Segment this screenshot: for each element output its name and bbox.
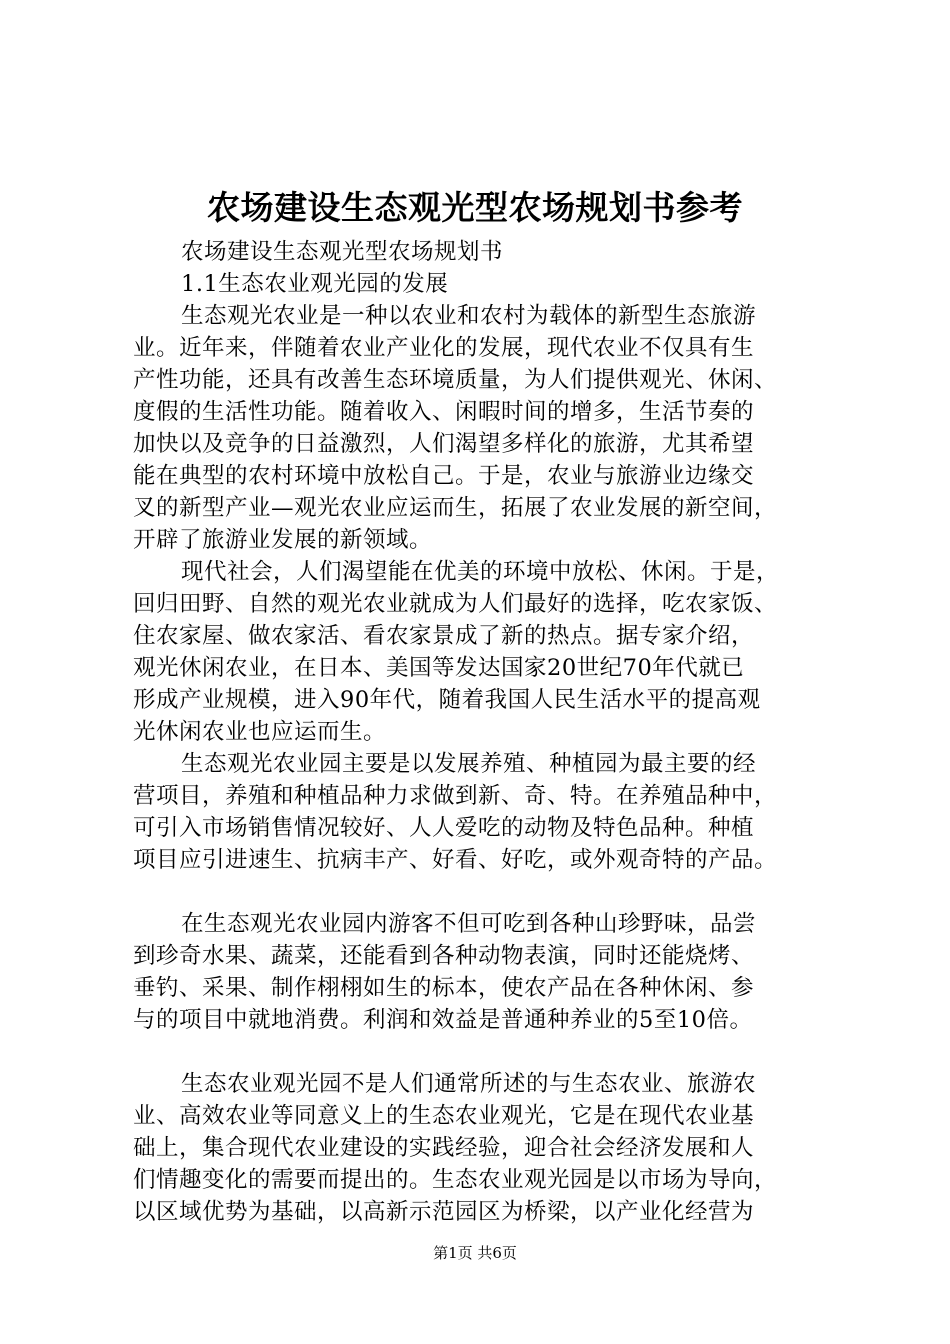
text-line: 生态农业观光园不是人们通常所述的与生态农业、旅游农: [181, 1071, 757, 1097]
text-line: 到珍奇水果、蔬菜，还能看到各种动物表演，同时还能烧烤、: [133, 943, 755, 969]
text-line: 开辟了旅游业发展的新领域。: [133, 527, 433, 553]
text-line: 营项目，养殖和种植品种力求做到新、奇、特。在养殖品种中，: [133, 783, 778, 809]
text-line: 光休闲农业也应运而生。: [133, 719, 387, 745]
paragraph-3: [133, 748, 853, 876]
text-line: 度假的生活性功能。随着收入、闲暇时间的增多，生活节奏的: [133, 399, 755, 425]
text-line: 观光休闲农业，在日本、美国等发达国家20世纪70年代就已: [133, 655, 745, 681]
paragraph-5: [133, 1068, 853, 1228]
paragraph-4: [133, 908, 853, 1036]
text-line: 础上，集合现代农业建设的实践经验，迎合社会经济发展和人: [133, 1135, 755, 1161]
text-line: 生态观光农业是一种以农业和农村为载体的新型生态旅游: [181, 303, 757, 329]
text-line: 住农家屋、做农家活、看农家景成了新的热点。据专家介绍，: [133, 623, 755, 649]
paragraph-2: [133, 556, 853, 748]
paragraph-gap: [133, 876, 853, 908]
text-line: 叉的新型产业—观光农业应运而生，拓展了农业发展的新空间，: [133, 495, 778, 521]
text-line: 业、高效农业等同意义上的生态农业观光，它是在现代农业基: [133, 1103, 755, 1129]
text-line: 以区域优势为基础，以高新示范园区为桥梁，以产业化经营为: [133, 1199, 755, 1225]
text-line: 形成产业规模，进入90年代，随着我国人民生活水平的提高观: [133, 687, 761, 713]
paragraph-gap: [133, 1036, 853, 1068]
text-line: 可引入市场销售情况较好、人人爱吃的动物及特色品种。种植: [133, 815, 755, 841]
paragraph-1: [133, 300, 853, 556]
text-line: 回归田野、自然的观光农业就成为人们最好的选择，吃农家饭、: [133, 591, 778, 617]
text-line: 业。近年来，伴随着农业产业化的发展，现代农业不仅具有生: [133, 335, 755, 361]
document-body: [133, 236, 853, 1228]
text-line: 与的项目中就地消费。利润和效益是普通种养业的5至10倍。: [133, 1007, 753, 1033]
text-line: 在生态观光农业园内游客不但可吃到各种山珍野味，品尝: [181, 911, 757, 937]
text-line: 加快以及竞争的日益激烈，人们渴望多样化的旅游，尤其希望: [133, 431, 755, 457]
page-footer: 第1页 共6页: [433, 1244, 517, 1262]
text-line: 们情趣变化的需要而提出的。生态农业观光园是以市场为导向，: [133, 1167, 778, 1193]
text-line: 项目应引进速生、抗病丰产、好看、好吃，或外观奇特的产品。: [133, 847, 778, 873]
document-title: 农场建设生态观光型农场规划书参考: [207, 188, 743, 227]
text-line: 能在典型的农村环境中放松自己。于是，农业与旅游业边缘交: [133, 463, 755, 489]
document-subtitle: 农场建设生态观光型农场规划书: [181, 239, 504, 265]
section-heading: 1.1生态农业观光园的发展: [181, 271, 449, 297]
text-line: 垂钓、采果、制作栩栩如生的标本，使农产品在各种休闲、参: [133, 975, 755, 1001]
text-line: 生态观光农业园主要是以发展养殖、种植园为最主要的经: [181, 751, 757, 777]
text-line: 产性功能，还具有改善生态环境质量，为人们提供观光、休闲、: [133, 367, 778, 393]
text-line: 现代社会，人们渴望能在优美的环境中放松、休闲。于是，: [181, 559, 780, 585]
